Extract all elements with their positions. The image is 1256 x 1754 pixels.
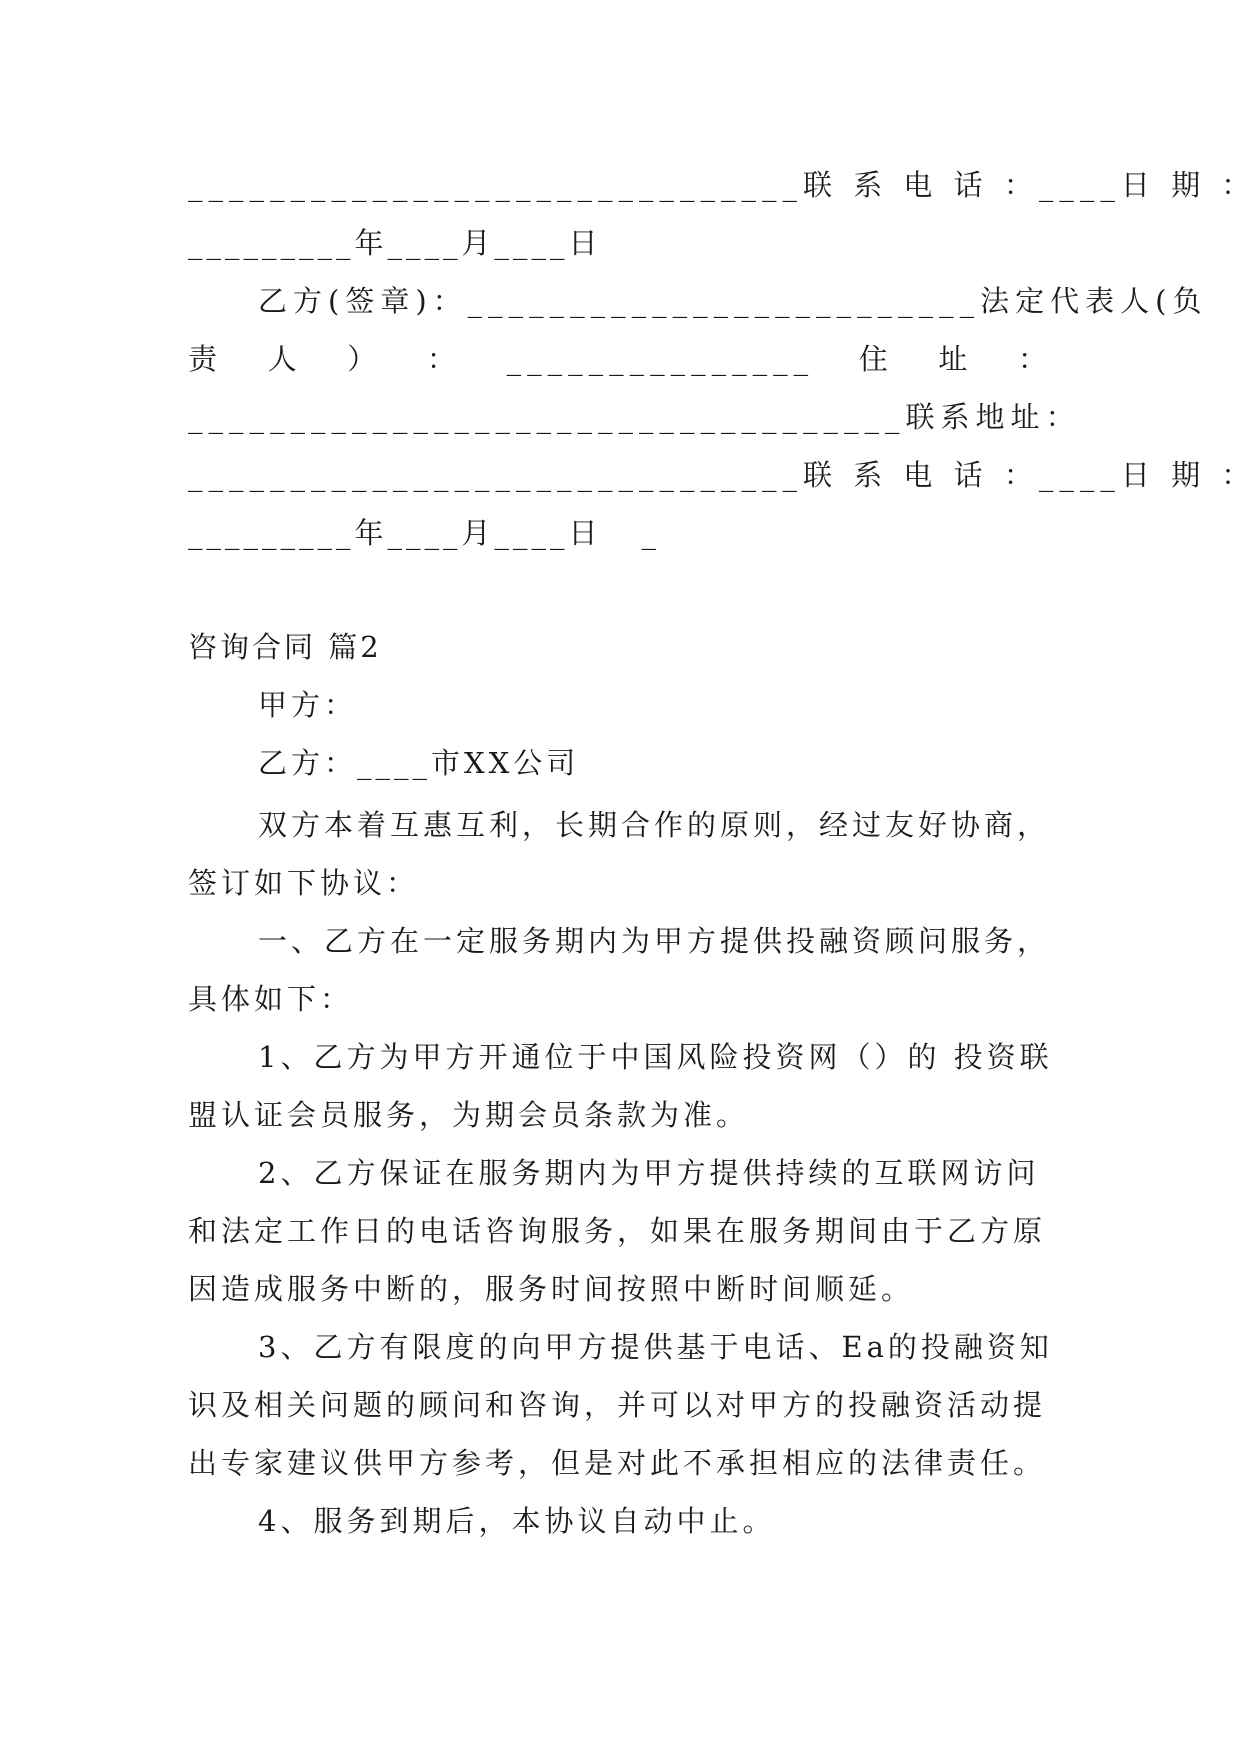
sig-b-line5 bbox=[188, 508, 1053, 558]
party-b-line: 乙方：____市XX公司 bbox=[258, 746, 580, 780]
day-label: 日 bbox=[568, 226, 602, 260]
clause-1: 一、乙方在一定服务期内为甲方提供投融资顾问服务，具体如下： bbox=[188, 924, 1051, 1016]
month-label: 月 bbox=[461, 226, 495, 260]
sig-b-line1 bbox=[188, 276, 1208, 326]
trailing-blank: _ bbox=[641, 516, 661, 550]
char: ： bbox=[1017, 342, 1053, 376]
char: 址 bbox=[1010, 400, 1046, 434]
day-blank: ____ bbox=[494, 516, 569, 550]
phone-label: 联 系 电 话 ： bbox=[803, 168, 1039, 202]
sig-a-line2 bbox=[188, 218, 1053, 268]
month-label: 月 bbox=[461, 516, 495, 550]
sig-b-line3 bbox=[188, 392, 1081, 442]
phone-blank: ____ bbox=[1038, 458, 1121, 492]
item-3: 3、乙方有限度的向甲方提供基于电话、Ea的投融资知识及相关问题的顾问和咨询，并可以对甲方的投融资活动提出专家建议供甲方参考，但是对此不承担相应的法律责任。 bbox=[188, 1330, 1053, 1480]
day-label: 日 bbox=[568, 516, 602, 550]
address-blank: ___________________________________ bbox=[188, 400, 906, 434]
item-1: 1、乙方为甲方开通位于中国风险投资网（）的 投资联盟认证会员服务，为期会员条款为准。 bbox=[188, 1040, 1053, 1132]
year-label: 年 bbox=[354, 226, 388, 260]
intro-paragraph: 双方本着互惠互利，长期合作的原则，经过友好协商，签订如下协议： bbox=[188, 808, 1051, 900]
blank-field: ______________________________ bbox=[188, 458, 803, 492]
char: 人 bbox=[267, 342, 303, 376]
month-blank: ____ bbox=[387, 226, 462, 260]
year-blank: _________ bbox=[188, 226, 355, 260]
item-2: 2、乙方保证在服务期内为甲方提供持续的互联网访问和法定工作日的电话咨询服务，如果在服务期间由于乙方原因造成服务中断的，服务时间按照中断时间顺延。 bbox=[188, 1156, 1047, 1306]
legal-rep-label: 法定代表人(负 bbox=[980, 284, 1208, 318]
char: 址 bbox=[938, 342, 974, 376]
char: ） bbox=[347, 342, 383, 376]
char: 系 bbox=[940, 400, 976, 434]
party-b-blank: _________________________ bbox=[467, 284, 981, 318]
sig-a-line1 bbox=[188, 160, 1256, 210]
blank-field: ______________________________ bbox=[188, 168, 803, 202]
phone-blank: ____ bbox=[1038, 168, 1121, 202]
char: 住 bbox=[858, 342, 894, 376]
year-label: 年 bbox=[354, 516, 388, 550]
phone-label: 联 系 电 话 ： bbox=[803, 458, 1039, 492]
day-blank: ____ bbox=[494, 226, 569, 260]
item-4: 4、服务到期后，本协议自动中止。 bbox=[258, 1504, 776, 1538]
char: ： bbox=[1045, 400, 1081, 434]
year-blank: _________ bbox=[188, 516, 355, 550]
month-blank: ____ bbox=[387, 516, 462, 550]
sig-b-line4 bbox=[188, 450, 1256, 500]
sig-b-line2 bbox=[188, 334, 1053, 384]
date-label: 日 期 ： bbox=[1120, 168, 1256, 202]
section-title: 咨询合同 篇2 bbox=[188, 630, 382, 664]
rep-blank: _______________ bbox=[506, 342, 815, 376]
date-label: 日 期 ： bbox=[1120, 458, 1256, 492]
party-b-label: 乙方(签章)： bbox=[258, 284, 468, 318]
char: 联 bbox=[905, 400, 941, 434]
char: 责 bbox=[188, 342, 224, 376]
char: 地 bbox=[975, 400, 1011, 434]
party-a-line: 甲方： bbox=[258, 688, 358, 722]
char: ： bbox=[426, 342, 462, 376]
